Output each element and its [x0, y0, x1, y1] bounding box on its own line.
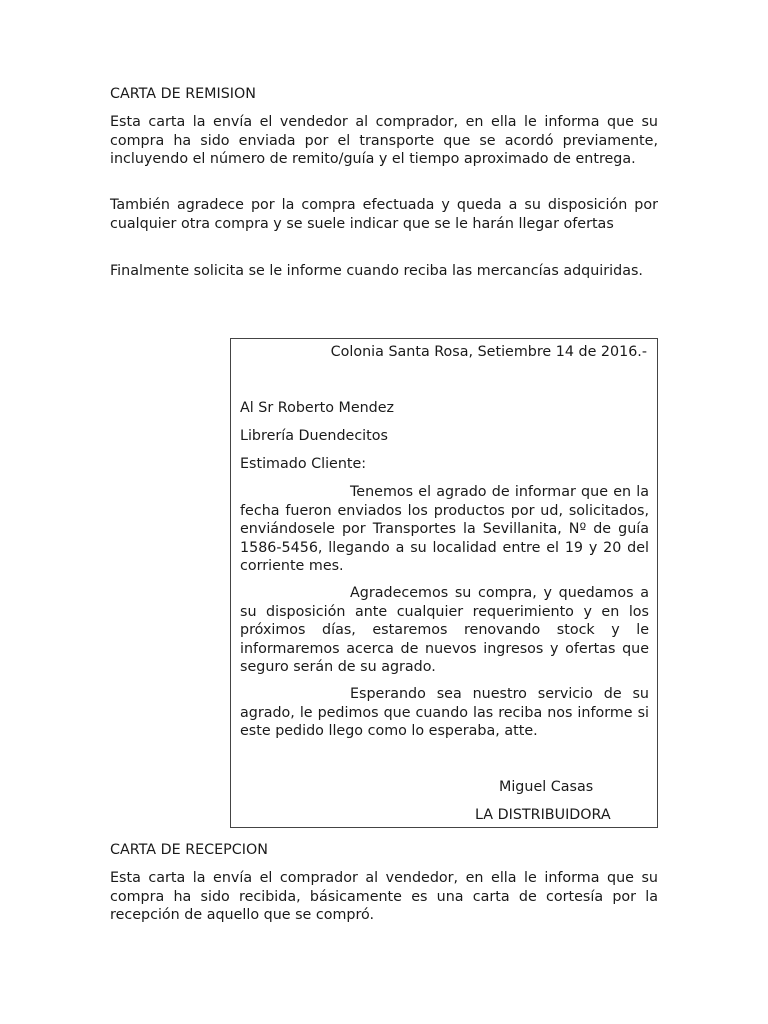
letter-recipient-company: Librería Duendecitos [240, 428, 388, 444]
recepcion-paragraph: Esta carta la envía el comprador al vendedor, en ella le informa que su compra ha sido recibida, básicamente es una carta de cortesía por la recepción de aquello que se compró. [110, 870, 658, 923]
remision-paragraph-2: También agradece por la compra efectuada y queda a su disposición por cualquier otra compra y se suele indicar que se le harán llegar ofertas [110, 197, 658, 232]
recepcion-heading: CARTA DE RECEPCION [110, 842, 268, 858]
remision-heading: CARTA DE REMISION [110, 86, 256, 102]
letter-recipient: Al Sr Roberto Mendez [240, 400, 395, 416]
letter-greeting: Estimado Cliente: [240, 456, 367, 472]
remision-paragraph-3: Finalmente solicita se le informe cuando reciba las mercancías adquiridas. [110, 263, 643, 279]
letter-body-paragraph-3: Esperando sea nuestro servicio de su agrado, le pedimos que cuando las reciba nos informe si este pedido llego como lo esperaba, atte. [240, 686, 649, 739]
letter-date-line: Colonia Santa Rosa, Setiembre 14 de 2016.- [330, 344, 647, 360]
letter-body-paragraph-2: Agradecemos su compra, y quedamos a su disposición ante cualquier requerimiento y en los próximos días, estaremos renovando stock y le informaremos acerca de nuevos ingresos y ofertas que seguro serán de su agrado. [240, 585, 649, 675]
remision-paragraph-1: Esta carta la envía el vendedor al comprador, en ella le informa que su compra ha sido enviada por el transporte que se acordó previamente, incluyendo el número de remito/guía y el tiempo aproximado de entrega. [110, 114, 658, 167]
sample-letter-box [230, 338, 658, 828]
letter-signature-company: LA DISTRIBUIDORA [475, 807, 611, 823]
letter-signature-name: Miguel Casas [499, 779, 594, 795]
letter-body-paragraph-1: Tenemos el agrado de informar que en la fecha fueron enviados los productos por ud, solicitados, enviándosele por Transportes la Sevillanita, Nº de guía 1586-5456, llegando a su localidad entre el 19 y 20 del corriente mes. [240, 484, 649, 574]
